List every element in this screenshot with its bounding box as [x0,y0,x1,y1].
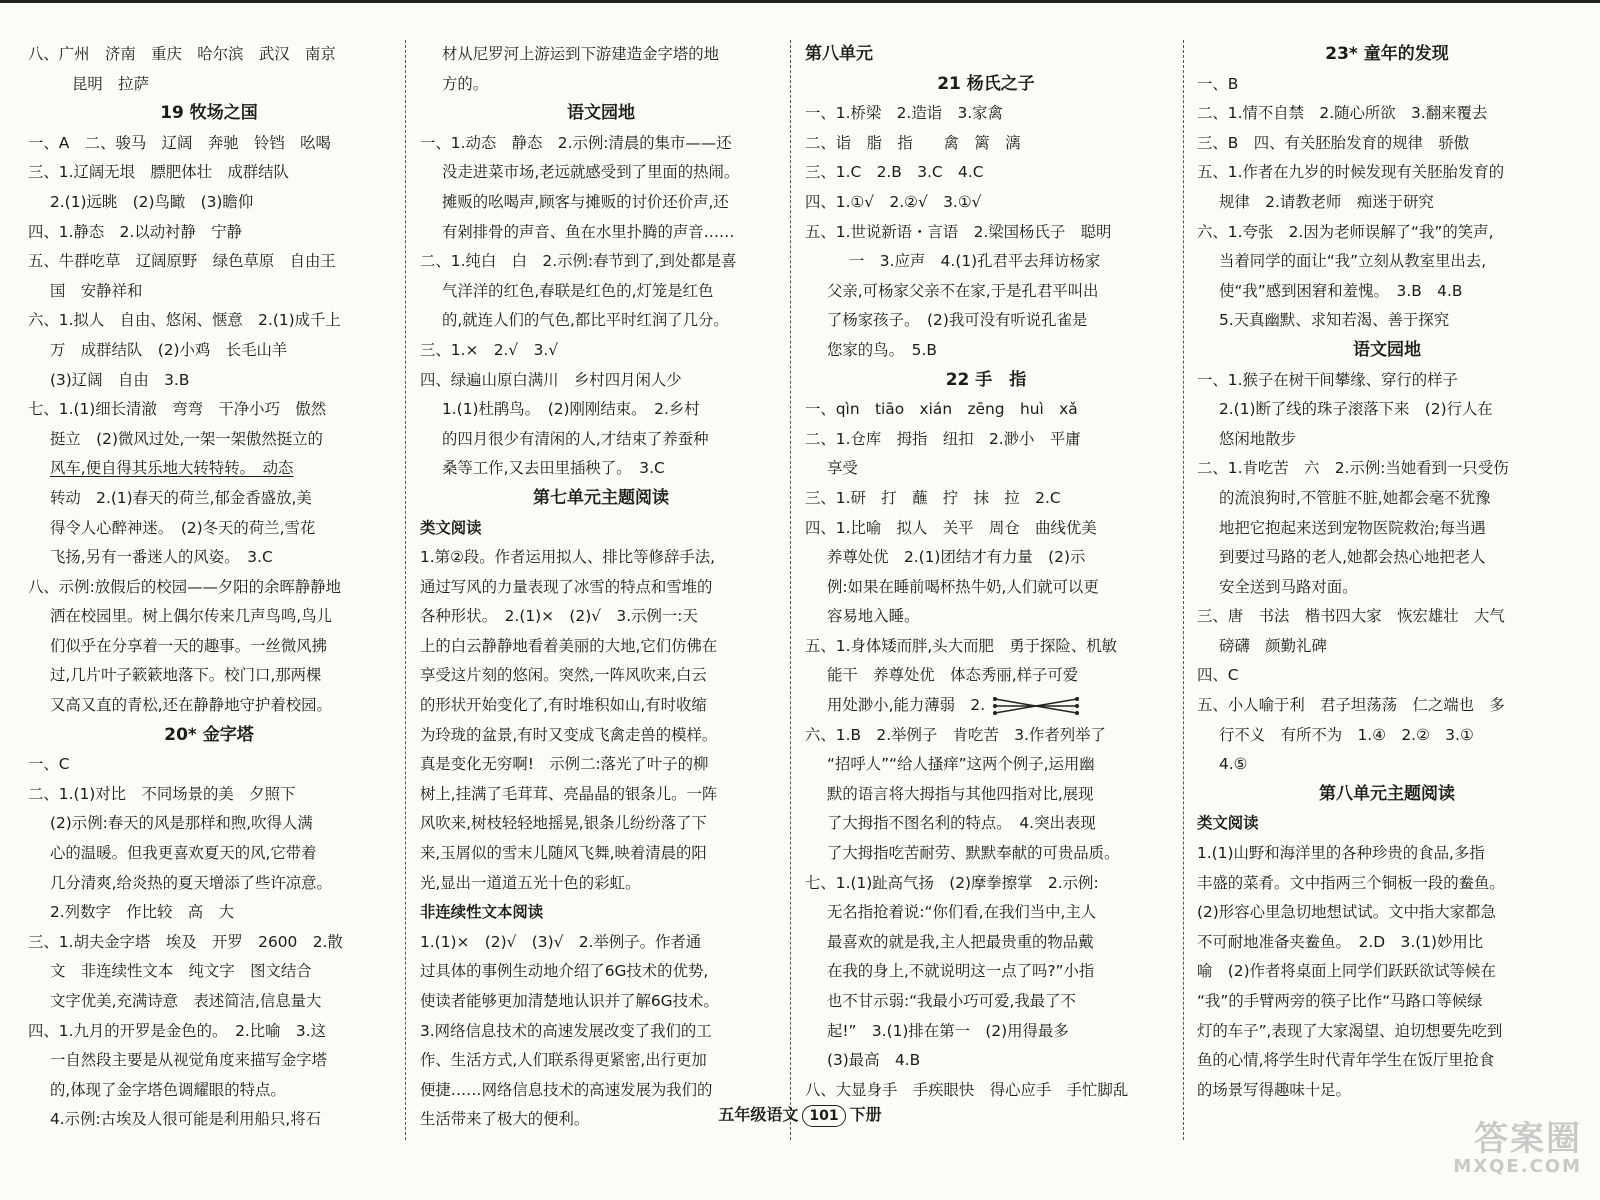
answer-line: 五、1.身体矮而胖,头大而肥 勇于探险、机敏 [805,636,1117,655]
answer-line: 行不义 有所不为 1.④ 2.② 3.① [1219,725,1474,744]
column-divider-1 [405,40,406,1140]
answer-line: 来,玉屑似的雪末儿随风飞舞,映着清晨的阳 [420,844,707,863]
answer-line: 二、1.情不自禁 2.随心所欲 3.翻来覆去 [1197,104,1488,123]
answer-line: 一、B [1197,74,1239,93]
answer-line: 4.示例:古埃及人很可能是利用船只,将石 [50,1110,322,1129]
answer-line: 没走进菜市场,老远就感受到了里面的热闹。 [442,163,740,182]
answer-line: 七、1.(1)细长清澈 弯弯 干净小巧 傲然 [28,400,327,419]
answer-line: 万 成群结队 (2)小鸡 长毛山羊 [50,340,288,359]
answer-line: 洒在校园里。树上偶尔传来几声鸟鸣,鸟儿 [50,607,332,626]
answer-line: 1.第②段。作者运用拟人、排比等修辞手法, [420,548,716,567]
answer-line: 规律 2.请教老师 痴迷于研究 [1219,192,1434,211]
answer-line: 的四月很少有清闲的人,才结束了养蚕种 [442,429,709,448]
answer-line: 父亲,可杨家父亲不在家,于是孔君平叫出 [827,281,1099,300]
answer-line: 气洋洋的红色,春联是红色的,灯笼是红色 [442,281,714,300]
column-divider-3 [1183,40,1184,1140]
answer-line: 的形状开始变化了,有时堆积如山,有时收缩 [420,696,707,715]
answer-line: 最喜欢的就是我,主人把最贵重的物品戴 [827,932,1094,951]
answer-line: 4.⑤ [1219,755,1248,774]
answer-line: 2.列数字 作比较 高 大 [50,903,234,922]
section-heading: 22 手 指 [945,369,1027,390]
answer-line: 1.(1)山野和海洋里的各种珍贵的食品,多指 [1197,844,1485,863]
section-heading: 23* 童年的发现 [1325,44,1449,64]
answer-line: 三、唐 书法 楷书四大家 恢宏雄壮 大气 [1197,607,1505,626]
section-heading: 第八单元主题阅读 [1319,783,1455,804]
answer-line: 2.(1)远眺 (2)鸟瞰 (3)瞻仰 [50,192,254,211]
answer-line: 各种形状。 2.(1)× (2)√ 3.示例一:天 [420,607,698,626]
section-heading: 20* 金字塔 [164,724,254,745]
answer-line: 国 安静祥和 [50,281,143,300]
answer-line: 容易地入睡。 [827,607,920,626]
answer-line: 您家的鸟。 5.B [827,340,937,359]
answer-line: 默的语言将大拇指与其他四指对比,展现 [827,784,1094,803]
answer-line: 风吹来,树枝轻轻地摇晃,银条儿纷纷落了下 [420,814,707,833]
answer-line: 地把它抱起来送到宠物医院救治;每当遇 [1219,518,1486,537]
answer-line: 四、1.比喻 拟人 关平 周仓 曲线优美 [805,518,1097,537]
answer-line: 心的温暖。但我更喜欢夏天的风,它带着 [50,844,317,863]
answer-line: 1.(1)杜鹃鸟。 (2)刚刚结束。 2.乡村 [442,400,700,419]
subsection-heading: 类文阅读 [420,518,482,537]
section-heading: 第七单元主题阅读 [533,487,669,508]
column-2 [420,40,782,1130]
answer-line: 悠闲地散步 [1219,429,1296,448]
answer-line: 使读者能够更加清楚地认识并了解6G技术。 [420,992,719,1010]
answer-line: 方的。 [442,74,489,93]
answer-line: 的流浪狗时,不管脏不脏,她都会毫不犹豫 [1219,488,1491,507]
answer-line: 过具体的事例生动地介绍了6G技术的优势, [420,962,709,981]
answer-line: 材从尼罗河上游运到下游建造金字塔的地 [442,45,720,63]
answer-line: 光,显出一道道五光十色的彩虹。 [420,873,641,892]
answer-line: 几分清爽,给炎热的夏天增添了些许凉意。 [50,873,332,892]
answer-line: 5.天真幽默、求知若渴、善于探究 [1219,311,1450,330]
answer-line: 通过写风的力量表现了冰雪的特点和雪堆的 [420,577,713,596]
answer-line: 一、1.猴子在树干间攀缘、穿行的样子 [1197,370,1458,389]
answer-line: (3)最高 4.B [827,1051,921,1070]
answer-line: (3)辽阔 自由 3.B [50,370,190,389]
answer-line: 为玲珑的盆景,有时又变成飞禽走兽的模样。 [420,725,718,744]
answer-line: 用处渺小,能力薄弱 2. [805,691,1167,721]
answer-line: 养尊处优 2.(1)团结才有力量 (2)示 [827,548,1086,567]
answer-line: 飞扬,另有一番迷人的风姿。 3.C [50,548,273,567]
subsection-heading: 非连续性文本阅读 [420,903,544,922]
answer-line: 当着同学的面让“我”立刻从教室里出去, [1219,252,1487,271]
column-divider-2 [790,40,791,1140]
answer-line: 六、1.B 2.举例子 肯吃苦 3.作者列举了 [805,725,1106,744]
section-heading: 19 牧场之国 [160,103,258,124]
answer-line: 八、示例:放假后的校园——夕阳的余晖静静地 [28,577,341,596]
answer-line: 七、1.(1)趾高气扬 (2)摩拳擦掌 2.示例: [805,873,1099,892]
answer-line: 三、1.研 打 蘸 拧 抹 拉 2.C [805,488,1061,507]
answer-line: 四、C [1197,666,1239,685]
answer-line: 八、广州 济南 重庆 哈尔滨 武汉 南京 [28,45,336,63]
answer-line: 一、qìn tiāo xián zēng huì xǎ [805,400,1078,419]
answer-line: 了大拇指吃苦耐劳、默默奉献的可贵品质。 [827,844,1120,863]
matching-lines-icon [991,695,1081,717]
answer-line: 三、1.辽阔无垠 膘肥体壮 成群结队 [28,163,289,182]
answer-line: 一、C [28,755,70,774]
answer-line: 到要过马路的老人,她都会热心地把老人 [1219,548,1486,567]
answer-line: 的场景写得趣味十足。 [1197,1080,1351,1099]
answer-line: 四、1.九月的开罗是金色的。 2.比喻 3.这 [28,1021,326,1040]
answer-line: 1.(1)× (2)√ (3)√ 2.举例子。作者通 [420,932,702,951]
column-3 [805,40,1167,1130]
section-heading: 语文园地 [567,103,635,124]
answer-line: 生活带来了极大的便利。 [420,1110,590,1129]
answer-line: 五、牛群吃草 辽阔原野 绿色草原 自由王 [28,252,336,271]
answer-line: 三、1.C 2.B 3.C 4.C [805,163,984,182]
answer-line: 一、A 二、骏马 辽阔 奔驰 铃铛 吆喝 [28,133,331,152]
watermark-url: MXQE.COM [1453,1156,1582,1177]
answer-line: 丰盛的菜肴。文中指两三个铜板一段的鲞鱼。 [1197,873,1505,892]
column-4 [1197,40,1577,1130]
answer-line: 昆明 拉萨 [72,74,149,93]
answer-line: 享受这片刻的悠闲。突然,一阵风吹来,白云 [420,666,707,685]
section-heading: 语文园地 [1353,339,1421,360]
answer-line: 三、1.胡夫金字塔 埃及 开罗 2600 2.散 [28,932,343,951]
answer-line: 转动 2.(1)春天的荷兰,郁金香盛放,美 [50,488,312,507]
answer-line: 得令人心醉神迷。 (2)冬天的荷兰,雪花 [50,518,316,537]
footer-grade-subject: 五年级语文 [718,1105,799,1124]
answer-line: 安全送到马路对面。 [1219,577,1358,596]
top-rule [0,0,1600,3]
page-footer [0,1102,1600,1128]
answer-line: 三、1.× 2.√ 3.√ [420,340,559,359]
answer-line: 便捷……网络信息技术的高速发展为我们的 [420,1080,713,1099]
answer-line: (2)形容心里急切地想试试。文中指大家都急 [1197,903,1496,922]
answer-line: 六、1.夸张 2.因为老师误解了“我”的笑声, [1197,222,1494,241]
section-heading: 第八单元 [805,44,873,64]
answer-line: 能干 养尊处优 体态秀丽,样子可爱 [827,666,1079,685]
answer-line: 五、1.世说新语・言语 2.梁国杨氏子 聪明 [805,222,1112,241]
answer-line: 使“我”感到困窘和羞愧。 3.B 4.B [1219,281,1463,300]
watermark-logo [1432,1119,1582,1182]
answer-line: 挺立 (2)微风过处,一架一架傲然挺立的 [50,429,323,448]
answer-line: 六、1.拟人 自由、悠闲、惬意 2.(1)成千上 [28,311,341,330]
answer-line: 了大拇指不图名利的特点。 4.突出表现 [827,814,1096,833]
answer-line: 3.网络信息技术的高速发展改变了我们的工 [420,1021,712,1040]
answer-line: 在我的身上,不就说明这一点了吗?”小指 [827,962,1095,981]
answer-line: 真是变化无穷啊! 示例二:落光了叶子的柳 [420,755,709,774]
answer-line: 喻 (2)作者将桌面上同学们跃跃欲试等候在 [1197,962,1496,981]
answer-line: 过,几片叶子簌簌地落下。校门口,那两棵 [50,666,322,685]
answer-line: 又高又直的青松,还在静静地守护着校园。 [50,696,332,715]
answer-line: 例:如果在睡前喝杯热牛奶,人们就可以更 [827,577,1099,596]
answer-line: 有剁排骨的声音、鱼在水里扑腾的声音…… [442,222,735,241]
answer-line: (2)示例:春天的风是那样和煦,吹得人满 [50,814,313,833]
subsection-heading: 类文阅读 [1197,814,1259,833]
answer-line: 起!” 3.(1)排在第一 (2)用得最多 [827,1021,1069,1040]
footer-volume: 下册 [849,1105,882,1124]
answer-line: 作、生活方式,人们联系得更紧密,出行更加 [420,1051,707,1070]
answer-line: 桑等工作,又去田里插秧了。 3.C [442,459,665,478]
answer-line: 灯的车子”,表现了大家渴望、迫切想要先吃到 [1197,1021,1503,1040]
answer-line: 不可耐地准备夹鲞鱼。 2.D 3.(1)妙用比 [1197,932,1484,951]
answer-line: 八、大显身手 手疾眼快 得心应手 手忙脚乱 [805,1080,1129,1099]
answer-line: 树上,挂满了毛茸茸、亮晶晶的银条儿。一阵 [420,784,718,803]
answer-line: “招呼人”“给人搔痒”这两个例子,运用幽 [827,755,1095,774]
answer-line: 一、1.桥梁 2.造诣 3.家禽 [805,104,1003,123]
answer-line: 四、1.①√ 2.②√ 3.①√ [805,192,982,211]
answer-line: 的,就连人们的气色,都比平时红润了几分。 [442,311,729,330]
answer-line: “我”的手臂两旁的筷子比作“马路口等候绿 [1197,992,1483,1010]
answer-line: 了杨家孩子。 (2)我可没有听说孔雀是 [827,311,1088,330]
answer-line: 们似乎在分享着一天的趣事。一丝微风拂 [50,636,328,655]
answer-line: 摊贩的吆喝声,顾客与摊贩的讨价还价声,还 [442,192,729,211]
answer-line: 无名指抢着说:“你们看,在我们当中,主人 [827,903,1097,922]
answer-line: 一、1.动态 静态 2.示例:清晨的集市——还 [420,133,732,152]
answer-line: 风车,便自得其乐地大转特转。 动态 [50,459,294,478]
answer-line: 一 3.应声 4.(1)孔君平去拜访杨家 [849,252,1101,271]
answer-line: 磅礴 颜勤礼碑 [1219,636,1327,655]
watermark-text: 答案圈 [1474,1119,1582,1159]
section-heading: 21 杨氏之子 [937,73,1035,94]
answer-line: 二、诣 脂 指 禽 篱 漓 [805,133,1021,152]
answer-line: 二、1.纯白 白 2.示例:春节到了,到处都是喜 [420,252,737,271]
answer-line: 文字优美,充满诗意 表述简洁,信息量大 [50,992,322,1010]
answer-line: 享受 [827,459,858,478]
answer-line: 也不甘示弱:“我最小巧可爱,我最了不 [827,992,1076,1010]
answer-line: 文 非连续性文本 纯文字 图文结合 [50,962,312,981]
answer-line: 五、小人喻于利 君子坦荡荡 仁之端也 多 [1197,696,1505,715]
answer-line: 鱼的心情,将学生时代青年学生在饭厅里抢食 [1197,1051,1495,1070]
answer-line: 二、1.肯吃苦 六 2.示例:当她看到一只受伤 [1197,459,1509,478]
answer-line: 二、1.仓库 拇指 纽扣 2.渺小 平庸 [805,429,1081,448]
answer-line: 二、1.(1)对比 不同场景的美 夕照下 [28,784,296,803]
answer-line: 上的白云静静地看着美丽的大地,它们仿佛在 [420,636,718,655]
answer-line: 三、B 四、有关胚胎发育的规律 骄傲 [1197,133,1470,152]
answer-line: 四、1.静态 2.以动衬静 宁静 [28,222,243,241]
answer-line: 五、1.作者在九岁的时候发现有关胚胎发育的 [1197,163,1505,182]
page-number: 101 [802,1105,845,1127]
answer-line: 一自然段主要是从视觉角度来描写金字塔 [50,1051,328,1070]
answer-line: 的,体现了金字塔色调耀眼的特点。 [50,1080,286,1099]
answer-line: 四、绿遍山原白满川 乡村四月闲人少 [420,370,682,389]
answer-line: 2.(1)断了线的珠子滚落下来 (2)行人在 [1219,400,1493,419]
column-1 [28,40,390,1130]
